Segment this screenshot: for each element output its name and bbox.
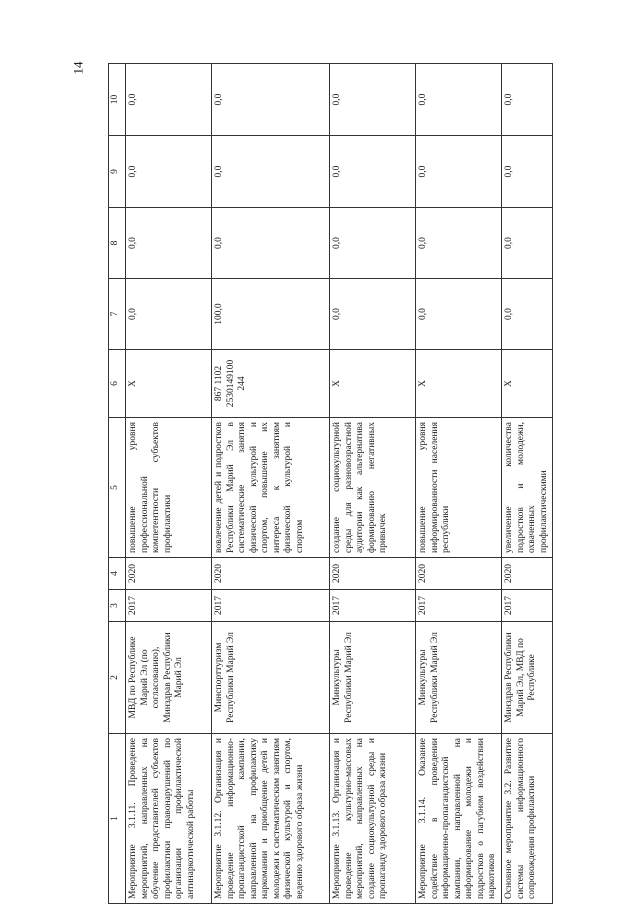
measure-name: Основное мероприятие 3.2. Развитие системы информационного сопровождения профилактики (502, 734, 553, 904)
value-col8: 0,0 (126, 208, 212, 279)
budget-code: X (330, 350, 416, 418)
col-header: 10 (109, 64, 126, 136)
col-header: 7 (109, 279, 126, 350)
start-year: 2017 (416, 590, 502, 622)
value-col9: 0,0 (212, 136, 330, 208)
end-year: 2020 (416, 558, 502, 590)
program-measures-table (108, 63, 553, 904)
measure-name: Мероприятие 3.1.13. Организация и проведение культурно-массовых мероприятий, направленных на создание социокультурной среды и пропаганду здорового образа жизни (330, 734, 416, 904)
col-header: 5 (109, 418, 126, 558)
budget-code: X (126, 350, 212, 418)
start-year: 2017 (126, 590, 212, 622)
col-header: 9 (109, 136, 126, 208)
value-col7: 0,0 (330, 279, 416, 350)
budget-code: 867 1102 2530149100 244 (212, 350, 330, 418)
value-col7: 0,0 (126, 279, 212, 350)
end-year: 2020 (330, 558, 416, 590)
col-header: 8 (109, 208, 126, 279)
table-row (330, 64, 416, 904)
budget-code: X (416, 350, 502, 418)
rotated-table-sheet (108, 64, 608, 904)
end-year: 2020 (212, 558, 330, 590)
expected-result: увеличение количества подростков и молодежи, охваченных профилактическими (502, 418, 553, 558)
table-row (416, 64, 502, 904)
col-header: 1 (109, 734, 126, 904)
col-header: 3 (109, 590, 126, 622)
executor: Минспорттуризм Республики Марий Эл (212, 622, 330, 734)
executor: Минздрав Республики Марий Эл, МВД по Республике (502, 622, 553, 734)
executor: МВД по Республике Марий Эл (по согласованию), Минздрав Республики Марий Эл (126, 622, 212, 734)
value-col8: 0,0 (330, 208, 416, 279)
value-col10: 0,0 (212, 64, 330, 136)
value-col10: 0,0 (502, 64, 553, 136)
table-row (126, 64, 212, 904)
value-col8: 0,0 (502, 208, 553, 279)
value-col7: 0,0 (416, 279, 502, 350)
start-year: 2017 (330, 590, 416, 622)
value-col7: 0,0 (502, 279, 553, 350)
start-year: 2017 (502, 590, 553, 622)
table-row (502, 64, 553, 904)
table-row (212, 64, 330, 904)
measure-name: Мероприятие 3.1.14. Оказание содействие в проведении информационно-пропагандистской кампании, направленной на информирование молодежи и подростков о пагубном воздействии наркотиков (416, 734, 502, 904)
value-col7: 100,0 (212, 279, 330, 350)
value-col9: 0,0 (416, 136, 502, 208)
column-number-row (109, 64, 126, 904)
measure-name: Мероприятие 3.1.12. Организация и проведение информационно-пропагандистской кампании, направленной на профилактику наркомании и приобщение детей и молодежи к систематическим занятиям физической культурой и спортом, ведению здорового образа жизни (212, 734, 330, 904)
budget-code: X (502, 350, 553, 418)
value-col10: 0,0 (330, 64, 416, 136)
value-col9: 0,0 (502, 136, 553, 208)
col-header: 4 (109, 558, 126, 590)
value-col8: 0,0 (212, 208, 330, 279)
expected-result: повышение уровня профессиональной компетентности субъектов профилактики (126, 418, 212, 558)
value-col10: 0,0 (126, 64, 212, 136)
col-header: 2 (109, 622, 126, 734)
value-col9: 0,0 (126, 136, 212, 208)
start-year: 2017 (212, 590, 330, 622)
end-year: 2020 (502, 558, 553, 590)
expected-result: повышение уровня информированности населения республики (416, 418, 502, 558)
executor: Минкультуры Республики Марий Эл (416, 622, 502, 734)
executor: Минкультуры Республики Марий Эл (330, 622, 416, 734)
col-header: 6 (109, 350, 126, 418)
value-col10: 0,0 (416, 64, 502, 136)
value-col8: 0,0 (416, 208, 502, 279)
expected-result: создание социокультурной среды для разновозрастной аудитории как альтернатива формированию негативных привычек (330, 418, 416, 558)
value-col9: 0,0 (330, 136, 416, 208)
page-number: 14 (70, 61, 86, 75)
expected-result: вовлечение детей и подростков Республики Марий Эл в систематические занятия физической культурой и спортом, повышение их интереса к занятиям физической культурой и спортом (212, 418, 330, 558)
end-year: 2020 (126, 558, 212, 590)
measure-name: Мероприятие 3.1.11. Проведение мероприятий, направленных на обучение представителей субъектов профилактики правонарушений по организации профилактической антинаркотической работы (126, 734, 212, 904)
